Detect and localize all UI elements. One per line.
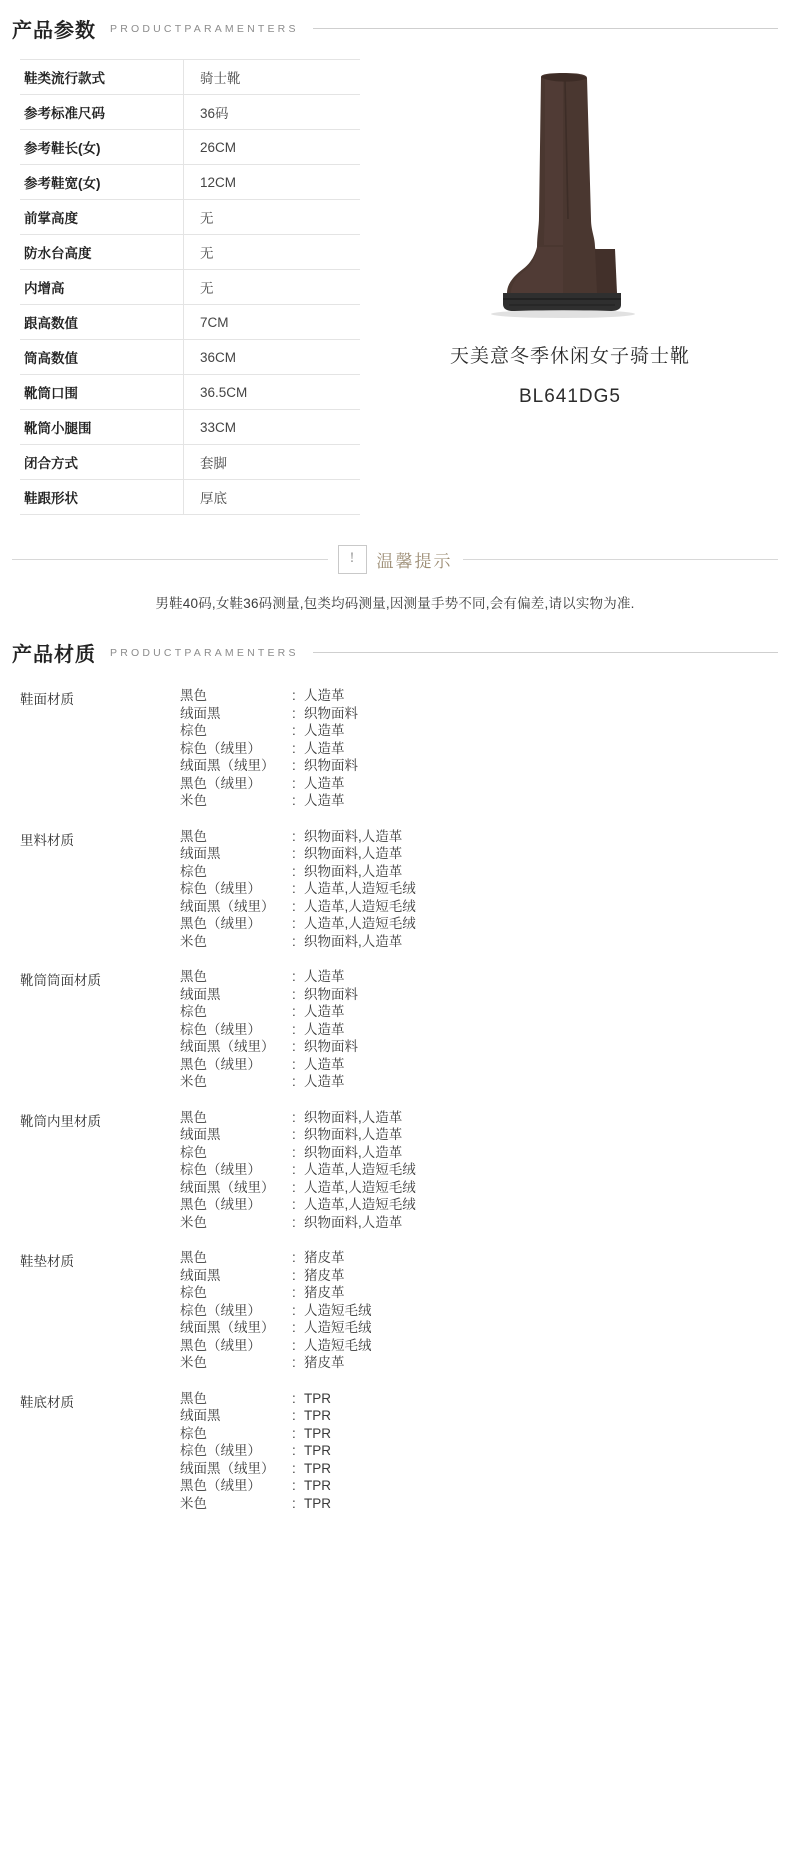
param-value: 26CM (184, 130, 361, 165)
list-item (180, 845, 416, 863)
material-value: TPR (304, 1478, 331, 1493)
material-label: 靴筒筒面材质 (20, 973, 101, 988)
material-separator: : (292, 1197, 296, 1212)
material-color: 米色 (180, 1495, 207, 1511)
param-key: 参考标准尺码 (24, 106, 105, 121)
param-key: 筒高数值 (24, 351, 78, 366)
material-color: 绒面黑 (180, 705, 221, 721)
material-color: 米色 (180, 793, 207, 808)
material-group (20, 1249, 780, 1372)
list-item (180, 1442, 331, 1460)
material-items (180, 828, 416, 951)
material-color: 绒面黑 (180, 1267, 221, 1283)
material-value: 人造革,人造短毛绒 (304, 1197, 416, 1212)
table-row (20, 60, 360, 95)
param-value: 12CM (184, 165, 361, 200)
material-value: 织物面料 (304, 705, 358, 721)
material-color: 绒面黑 (180, 846, 221, 861)
material-separator: : (292, 1302, 296, 1318)
material-color: 黑色（绒里） (180, 775, 261, 791)
material-items (180, 1109, 416, 1232)
material-color: 米色 (180, 933, 207, 949)
table-row (20, 375, 360, 410)
material-color: 绒面黑（绒里） (180, 758, 275, 773)
material-value: TPR (304, 1443, 331, 1458)
material-items (180, 1249, 372, 1372)
material-color: 黑色（绒里） (180, 1478, 261, 1493)
material-separator: : (292, 863, 296, 879)
list-item (180, 1056, 358, 1074)
material-value: 人造革,人造短毛绒 (304, 881, 416, 896)
material-value: 织物面料,人造革 (304, 828, 403, 844)
material-value: 织物面料,人造革 (304, 1109, 403, 1125)
param-key: 靴筒小腿围 (24, 421, 92, 436)
material-separator: : (292, 969, 296, 984)
list-item (180, 1267, 372, 1285)
material-separator: : (292, 1285, 296, 1300)
table-row (20, 480, 360, 515)
material-separator: : (292, 793, 296, 808)
material-value: 人造革 (304, 793, 345, 808)
param-value: 36.5CM (184, 375, 361, 410)
material-separator: : (292, 1162, 296, 1177)
material-separator: : (292, 740, 296, 756)
table-row (20, 165, 360, 200)
material-value: TPR (304, 1425, 331, 1441)
material-color: 绒面黑 (180, 1127, 221, 1142)
material-label: 靴筒内里材质 (20, 1113, 101, 1129)
product-code: BL641DG5 (518, 386, 621, 407)
list-item (180, 1495, 331, 1513)
material-color: 米色 (180, 1355, 207, 1370)
list-item (180, 915, 416, 933)
list-item (180, 1249, 372, 1267)
table-row (20, 235, 360, 270)
material-color: 绒面黑（绒里） (180, 1039, 275, 1054)
list-item (180, 1214, 416, 1232)
list-item (180, 828, 416, 846)
material-value: 人造革,人造短毛绒 (304, 916, 416, 931)
material-value: 人造革 (304, 1074, 345, 1089)
param-value: 36码 (184, 95, 361, 130)
list-item (180, 1407, 331, 1425)
material-color: 绒面黑 (180, 986, 221, 1002)
list-item (180, 1144, 416, 1162)
material-value: 织物面料,人造革 (304, 933, 403, 949)
material-value: 人造革 (304, 775, 345, 791)
param-value: 36CM (184, 340, 361, 375)
material-color: 绒面黑（绒里） (180, 1320, 275, 1335)
material-separator: : (292, 1267, 296, 1283)
product-title: 天美意冬季休闲女子骑士靴 (449, 346, 690, 367)
material-value: TPR (304, 1390, 331, 1406)
material-color: 米色 (180, 1074, 207, 1089)
material-separator: : (292, 1355, 296, 1370)
param-value: 7CM (184, 305, 361, 340)
material-separator: : (292, 1425, 296, 1441)
table-row (20, 305, 360, 340)
section-header-materials (10, 638, 780, 667)
material-separator: : (292, 846, 296, 861)
list-item (180, 1354, 372, 1372)
material-value: 人造革,人造短毛绒 (304, 898, 416, 914)
material-value: 织物面料,人造革 (304, 1127, 403, 1142)
material-color: 黑色（绒里） (180, 1056, 261, 1072)
material-separator: : (292, 828, 296, 844)
material-separator: : (292, 1250, 296, 1265)
list-item (180, 1302, 372, 1320)
material-color: 绒面黑 (180, 1408, 221, 1423)
material-separator: : (292, 916, 296, 931)
material-group (20, 968, 780, 1091)
param-key: 鞋跟形状 (24, 491, 78, 506)
list-item (180, 1390, 331, 1408)
material-separator: : (292, 1408, 296, 1423)
material-value: 织物面料 (304, 986, 358, 1002)
material-value: 人造革 (304, 1021, 345, 1037)
section-title-cn: 产品参数 (12, 20, 96, 42)
material-separator: : (292, 1109, 296, 1125)
material-value: TPR (304, 1495, 331, 1511)
material-value: TPR (304, 1408, 331, 1423)
material-separator: : (292, 1127, 296, 1142)
material-separator: : (292, 1039, 296, 1054)
material-color: 绒面黑（绒里） (180, 1460, 275, 1476)
material-separator: : (292, 758, 296, 773)
material-color: 黑色（绒里） (180, 1197, 261, 1212)
material-value: 人造短毛绒 (304, 1320, 372, 1335)
material-separator: : (292, 898, 296, 914)
list-item (180, 757, 358, 775)
material-color: 棕色 (180, 1285, 207, 1300)
material-value: 猪皮革 (304, 1355, 345, 1370)
material-value: 织物面料,人造革 (304, 1214, 403, 1230)
material-separator: : (292, 1004, 296, 1019)
material-color: 棕色 (180, 1144, 207, 1160)
header-divider (313, 652, 778, 653)
material-color: 黑色（绒里） (180, 916, 261, 931)
material-color: 黑色 (180, 1390, 207, 1406)
material-separator: : (292, 775, 296, 791)
param-key: 前掌高度 (24, 211, 78, 226)
list-item (180, 986, 358, 1004)
material-color: 米色 (180, 1214, 207, 1230)
material-color: 棕色（绒里） (180, 1302, 261, 1318)
param-value: 33CM (184, 410, 361, 445)
param-key: 内增高 (24, 281, 65, 296)
list-item (180, 722, 358, 740)
material-color: 棕色（绒里） (180, 1021, 261, 1037)
material-color: 棕色（绒里） (180, 740, 261, 756)
material-separator: : (292, 986, 296, 1002)
param-key: 参考鞋宽(女) (24, 176, 101, 191)
list-item (180, 1161, 416, 1179)
material-value: 织物面料,人造革 (304, 846, 403, 861)
material-items (180, 968, 358, 1091)
material-value: 人造革 (304, 723, 345, 738)
material-value: 织物面料 (304, 758, 358, 773)
material-color: 黑色 (180, 1250, 207, 1265)
list-item (180, 1126, 416, 1144)
material-color: 棕色 (180, 1004, 207, 1019)
material-color: 棕色（绒里） (180, 1162, 261, 1177)
material-color: 棕色 (180, 1425, 207, 1441)
material-value: 人造革,人造短毛绒 (304, 1179, 416, 1195)
material-separator: : (292, 1144, 296, 1160)
tips-divider-right (463, 559, 779, 560)
material-separator: : (292, 1478, 296, 1493)
list-item (180, 1337, 372, 1355)
list-item (180, 898, 416, 916)
material-separator: : (292, 1495, 296, 1511)
material-value: 人造革 (304, 969, 345, 984)
material-separator: : (292, 881, 296, 896)
list-item (180, 880, 416, 898)
param-value: 骑士靴 (184, 60, 361, 95)
param-value: 无 (184, 200, 361, 235)
material-separator: : (292, 1443, 296, 1458)
material-group (20, 687, 780, 810)
material-label: 鞋底材质 (20, 1394, 74, 1410)
material-color: 棕色 (180, 863, 207, 879)
material-value: 猪皮革 (304, 1285, 345, 1300)
material-items (180, 1390, 331, 1513)
tips-title: 温馨提示 (376, 552, 453, 571)
list-item (180, 1038, 358, 1056)
material-separator: : (292, 1074, 296, 1089)
list-item (180, 863, 416, 881)
table-row (20, 410, 360, 445)
list-item (180, 1003, 358, 1021)
param-value: 无 (184, 270, 361, 305)
material-separator: : (292, 1390, 296, 1406)
material-label: 里料材质 (20, 832, 74, 848)
tips-header (10, 545, 780, 574)
material-separator: : (292, 1337, 296, 1353)
param-value: 套脚 (184, 445, 361, 480)
material-group (20, 828, 780, 951)
parameters-and-product (10, 59, 780, 515)
material-color: 绒面黑（绒里） (180, 898, 275, 914)
material-items (180, 687, 358, 810)
material-color: 黑色 (180, 688, 207, 703)
material-color: 绒面黑（绒里） (180, 1179, 275, 1195)
list-item (180, 1179, 416, 1197)
table-row (20, 445, 360, 480)
parameters-table (20, 59, 360, 515)
material-separator: : (292, 1320, 296, 1335)
list-item (180, 1196, 416, 1214)
table-row (20, 340, 360, 375)
table-row (20, 130, 360, 165)
param-key: 鞋类流行款式 (24, 71, 105, 86)
table-row (20, 95, 360, 130)
table-row (20, 270, 360, 305)
material-value: 人造短毛绒 (304, 1337, 372, 1353)
list-item (180, 1021, 358, 1039)
material-separator: : (292, 1056, 296, 1072)
material-label: 鞋面材质 (20, 692, 74, 707)
param-key: 参考鞋长(女) (24, 141, 101, 156)
list-item (180, 1460, 331, 1478)
material-value: 织物面料,人造革 (304, 1144, 403, 1160)
material-separator: : (292, 1179, 296, 1195)
section-header-parameters (10, 0, 780, 43)
materials-list (10, 687, 780, 1512)
material-value: 猪皮革 (304, 1250, 345, 1265)
material-separator: : (292, 1214, 296, 1230)
material-value: 人造革 (304, 688, 345, 703)
list-item (180, 705, 358, 723)
param-key: 闭合方式 (24, 456, 78, 471)
material-group (20, 1109, 780, 1232)
material-value: 猪皮革 (304, 1267, 345, 1283)
material-value: 人造革,人造短毛绒 (304, 1162, 416, 1177)
material-value: 人造革 (304, 740, 345, 756)
material-value: TPR (304, 1460, 331, 1476)
list-item (180, 687, 358, 705)
material-value: 人造革 (304, 1004, 345, 1019)
exclamation-icon: ! (338, 545, 367, 574)
list-item (180, 1319, 372, 1337)
material-color: 黑色 (180, 828, 207, 844)
list-item (180, 740, 358, 758)
table-row (20, 200, 360, 235)
material-color: 棕色（绒里） (180, 1443, 261, 1458)
material-value: 人造革 (304, 1056, 345, 1072)
material-color: 黑色（绒里） (180, 1337, 261, 1353)
list-item (180, 792, 358, 810)
material-group (20, 1390, 780, 1513)
list-item (180, 1073, 358, 1091)
material-separator: : (292, 723, 296, 738)
tips-divider-left (12, 559, 328, 560)
material-color: 棕色（绒里） (180, 881, 261, 896)
section-title-en: PRODUCTPARAMENTERS (110, 646, 299, 659)
list-item (180, 775, 358, 793)
param-key: 靴筒口围 (24, 386, 78, 401)
material-separator: : (292, 705, 296, 721)
param-key: 跟高数值 (24, 316, 78, 331)
material-separator: : (292, 1021, 296, 1037)
list-item (180, 933, 416, 951)
material-label: 鞋垫材质 (20, 1254, 74, 1269)
material-color: 黑色 (180, 1109, 207, 1125)
boot-image (445, 69, 695, 319)
material-color: 黑色 (180, 969, 207, 984)
material-separator: : (292, 1460, 296, 1476)
param-value: 无 (184, 235, 361, 270)
section-title-cn: 产品材质 (12, 644, 96, 666)
material-value: 织物面料 (304, 1039, 358, 1054)
tips-text: 男鞋40码,女鞋36码测量,包类均码测量,因测量手势不同,会有偏差,请以实物为准. (155, 596, 635, 611)
material-separator: : (292, 688, 296, 703)
section-title-en: PRODUCTPARAMENTERS (110, 22, 299, 35)
material-color: 棕色 (180, 723, 207, 738)
material-value: 人造短毛绒 (304, 1302, 372, 1318)
header-divider (313, 28, 778, 29)
material-separator: : (292, 933, 296, 949)
list-item (180, 968, 358, 986)
product-showcase (360, 59, 780, 408)
param-value: 厚底 (184, 480, 361, 515)
list-item (180, 1477, 331, 1495)
list-item (180, 1425, 331, 1443)
list-item (180, 1109, 416, 1127)
material-value: 织物面料,人造革 (304, 863, 403, 879)
param-key: 防水台高度 (24, 246, 92, 261)
list-item (180, 1284, 372, 1302)
